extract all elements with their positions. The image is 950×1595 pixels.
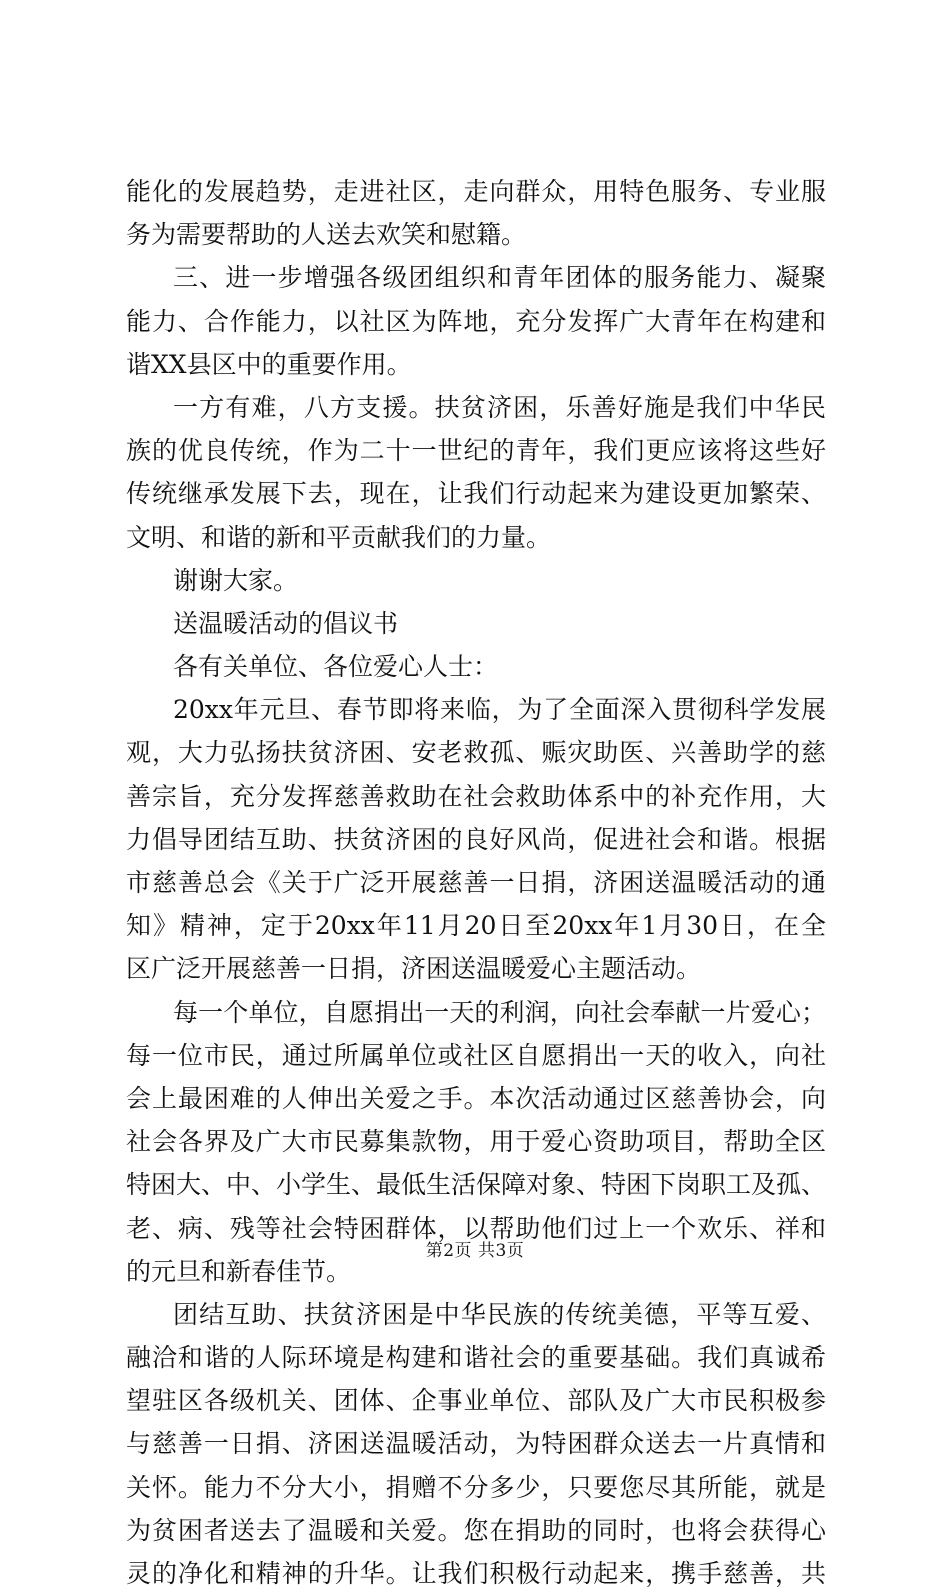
page-footer: 第2页 共3页 <box>425 1241 525 1261</box>
text-line: 力倡导团结互助、扶贫济困的良好风尚，促进社会和谐。根据 <box>126 824 826 854</box>
text-line: 族的优良传统，作为二十一世纪的青年，我们更应该将这些好 <box>126 436 826 466</box>
text-line: 善宗旨，充分发挥慈善救助在社会救助体系中的补充作用，大 <box>126 781 826 811</box>
text-line: 谢谢大家。 <box>173 565 299 595</box>
text-line: 团结互助、扶贫济困是中华民族的传统美德，平等互爱、 <box>173 1299 826 1329</box>
text-line: 望驻区各级机关、团体、企事业单位、部队及广大市民积极参 <box>126 1386 826 1416</box>
text-line: 特困大、中、小学生、最低生活保障对象、特困下岗职工及孤、 <box>126 1170 827 1200</box>
text-line: 送温暖活动的倡议书 <box>173 608 399 638</box>
text-line: 的元旦和新春佳节。 <box>126 1256 352 1286</box>
text-line: 能力、合作能力，以社区为阵地，充分发挥广大青年在构建和 <box>126 306 826 336</box>
text-line: 文明、和谐的新和平贡献我们的力量。 <box>126 522 552 552</box>
text-line: 与慈善一日捐、济困送温暖活动，为特困群众送去一片真情和 <box>126 1429 826 1459</box>
text-line: 谐XX县区中的重要作用。 <box>126 349 412 379</box>
text-line: 区广泛开展慈善一日捐，济困送温暖爱心主题活动。 <box>126 954 702 984</box>
text-line: 三、进一步增强各级团组织和青年团体的服务能力、凝聚 <box>173 263 826 293</box>
text-line: 为贫困者送去了温暖和关爱。您在捐助的同时，也将会获得心 <box>126 1515 826 1545</box>
document-body <box>126 170 826 1595</box>
text-line: 知》精神，定于20xx年11月20日至20xx年1月30日，在全 <box>126 911 826 941</box>
text-line: 务为需要帮助的人送去欢笑和慰籍。 <box>126 220 527 250</box>
text-line: 能化的发展趋势，走进社区，走向群众，用特色服务、专业服 <box>126 177 826 206</box>
text-line: 每一位市民，通过所属单位或社区自愿捐出一天的收入，向社 <box>126 1040 826 1070</box>
text-line: 传统继承发展下去，现在，让我们行动起来为建设更加繁荣、 <box>126 479 826 509</box>
text-line: 市慈善总会《关于广泛开展慈善一日捐，济困送温暖活动的通 <box>126 868 826 897</box>
text-line: 20xx年元旦、春节即将来临，为了全面深入贯彻科学发展 <box>173 695 826 725</box>
text-line: 各有关单位、各位爱心人士： <box>173 652 499 682</box>
text-line: 观，大力弘扬扶贫济困、安老救孤、赈灾助医、兴善助学的慈 <box>126 738 826 768</box>
text-line: 关怀。能力不分大小，捐赠不分多少，只要您尽其所能，就是 <box>126 1472 826 1502</box>
text-line: 会上最困难的人伸出关爱之手。本次活动通过区慈善协会，向 <box>126 1083 826 1113</box>
text-line: 融洽和谐的人际环境是构建和谐社会的重要基础。我们真诚希 <box>126 1343 826 1373</box>
text-line: 社会各界及广大市民募集款物，用于爱心资助项目，帮助全区 <box>126 1127 826 1157</box>
text-line: 每一个单位，自愿捐出一天的利润，向社会奉献一片爱心； <box>173 997 826 1027</box>
text-line: 一方有难，八方支援。扶贫济困，乐善好施是我们中华民 <box>173 392 826 422</box>
text-line: 灵的净化和精神的升华。让我们积极行动起来，携手慈善，共 <box>126 1559 826 1588</box>
text-line: 老、病、残等社会特困群体，以帮助他们过上一个欢乐、祥和 <box>126 1213 826 1243</box>
